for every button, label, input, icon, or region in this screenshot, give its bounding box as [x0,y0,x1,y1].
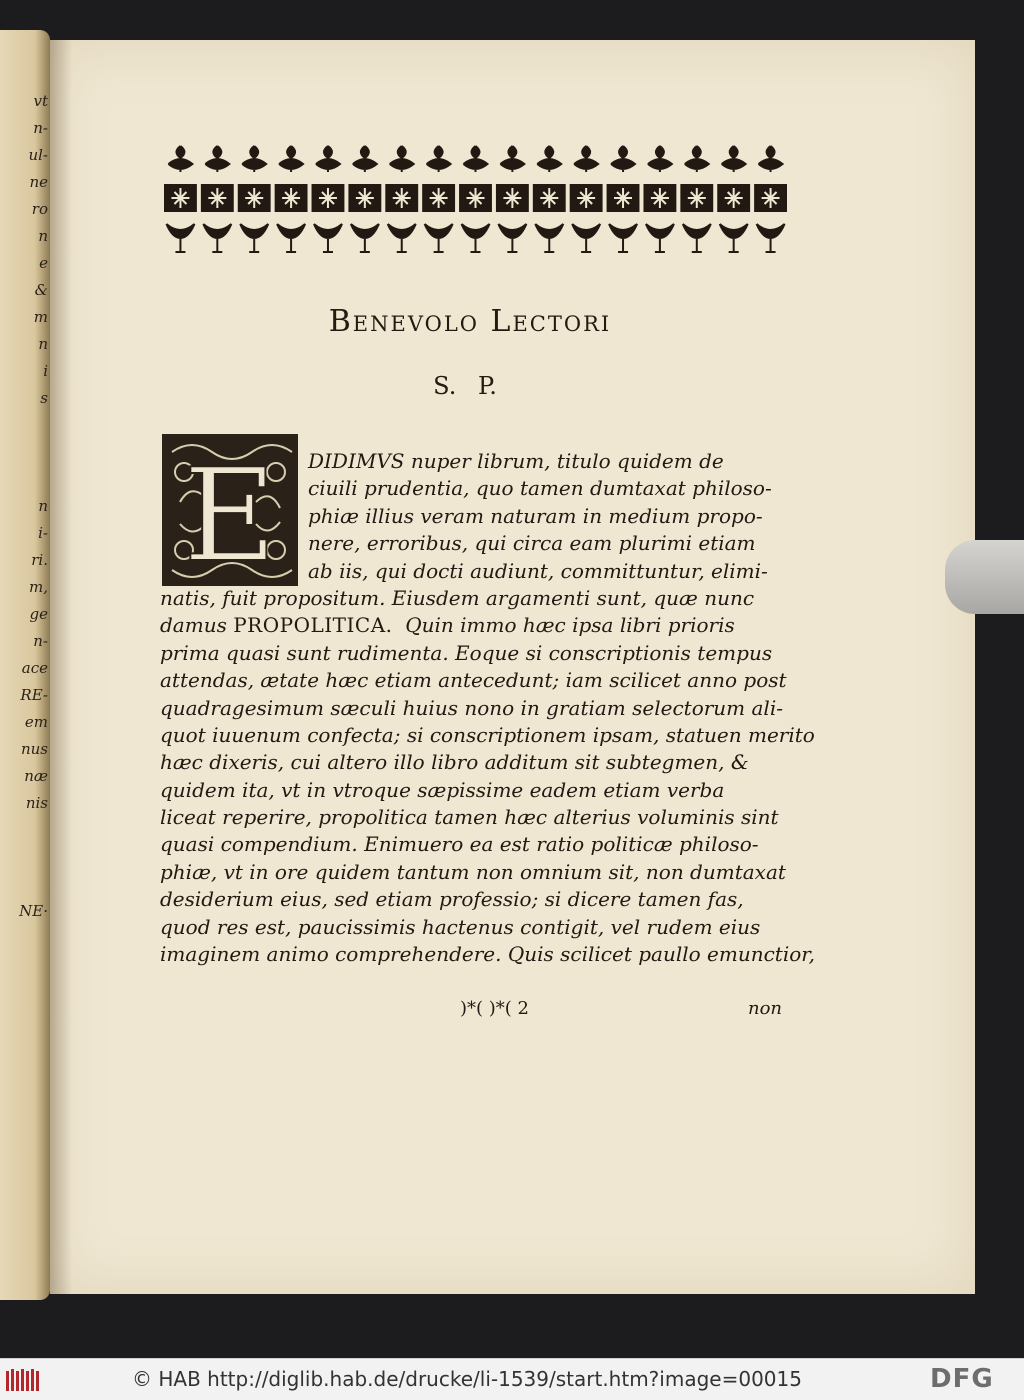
fleuron-icon [462,224,490,252]
fleuron-icon [680,184,713,212]
margin-fragment: m [33,308,48,326]
fleuron-icon [611,146,635,172]
fleuron-icon [646,224,674,252]
text-line [160,612,792,639]
fleuron-icon [240,224,268,252]
fleuron-icon [205,146,229,172]
margin-fragment: RE- [20,686,48,704]
fleuron-icon [201,184,234,212]
margin-fragment: s [40,389,48,407]
viewer-toolbar [0,1358,1024,1400]
fleuron-icon [164,184,197,212]
margin-fragment: n [38,227,48,245]
text-line: quidem ita, vt in vtroque sæpissime eadem etiam verba [160,777,725,802]
bookmark-tab[interactable] [945,540,1024,614]
margin-fragment: ro [31,200,48,218]
margin-fragment: i [43,362,48,380]
margin-fragment: em [24,713,48,731]
margin-fragment: n- [33,632,48,650]
initial-letter: E [183,442,277,588]
text-line: phiæ illius veram naturam in medium propo- [308,503,763,528]
text-line: nere, erroribus, qui circa eam plurimi etiam [308,531,756,556]
text-line: prima quasi sunt rudimenta. Eoque si conscriptionis tempus [160,640,773,665]
margin-fragment: nis [25,794,48,812]
fleuron-icon [570,184,603,212]
signature-mark: )*( )*( 2 [460,998,529,1019]
margin-fragment: næ [24,767,48,785]
margin-fragment: m, [29,578,48,596]
spine-shadow [50,40,72,1294]
margin-fragment: e [39,254,48,272]
fleuron-icon [166,224,194,252]
margin-fragment: ace [21,659,48,677]
body-text [160,448,815,968]
margin-fragment: n- [33,119,48,137]
catchword: non [748,998,783,1019]
dfg-logo: DFG [930,1364,994,1394]
margin-fragment: NE· [19,902,48,920]
fleuron-icon [535,224,563,252]
fleuron-icon [722,146,746,172]
text-line: ab iis, qui docti audiunt, committuntur, elimi- [308,558,768,583]
text-line: quasi compendium. Enimuero ea est ratio politicæ philoso- [160,832,759,857]
margin-fragment: vt [33,92,48,110]
fleuron-icon [316,146,340,172]
fleuron-icon [168,146,192,172]
fleuron-icon [648,146,672,172]
text-line: attendas, ætate hæc etiam antecedunt; iam scilicet anno post [160,668,787,693]
fleuron-icon [717,184,750,212]
fleuron-icon [496,184,529,212]
fleuron-icon [279,146,303,172]
margin-fragment: nus [20,740,48,758]
text-fragment: Quin immo hæc ipsa libri prioris [405,613,735,638]
fleuron-icon [533,184,566,212]
fleuron-icon [459,184,492,212]
margin-fragment: & [34,281,48,299]
text-line: imaginem animo comprehendere. Quis scilicet paullo emunctior, [160,942,815,967]
text-line: DIDIMVS nuper librum, titulo quidem de [308,449,724,473]
fleuron-icon [757,224,785,252]
text-line: natis, fuit propositum. Eiusdem argamenti sunt, quæ nunc [160,585,755,610]
fleuron-icon [427,146,451,172]
text-line: phiæ, vt in ore quidem tantum non omnium sit, non dumtaxat [160,859,786,884]
margin-fragment: n [38,335,48,353]
fleuron-icon [759,146,783,172]
fleuron-icon [574,146,598,172]
fleuron-icon [351,224,379,252]
fleuron-icon [607,184,640,212]
margin-fragment: ge [29,605,48,623]
fleuron-icon [609,224,637,252]
fleuron-icon [203,224,231,252]
margin-fragment: ne [29,173,48,191]
fleuron-icon [385,184,418,212]
margin-fragment: i- [38,524,48,542]
text-line: quadragesimum sæculi huius nono in gratiam selectorum ali- [160,695,783,720]
margin-fragment: n [38,497,48,515]
previous-page-edge [0,30,50,1300]
fleuron-icon [425,224,453,252]
fleuron-icon [312,184,345,212]
fleuron-icon [242,146,266,172]
margin-fragment: ri. [31,551,48,569]
text-line: hæc dixeris, cui altero illo libro additum sit subtegmen, & [160,750,749,775]
ornament-band [162,140,789,256]
fleuron-icon [390,146,414,172]
fleuron-icon [537,146,561,172]
fleuron-icon [720,224,748,252]
fleuron-icon [348,184,381,212]
fleuron-icon [314,224,342,252]
fleuron-icon [238,184,271,212]
text-line: desiderium eius, sed etiam professio; si dicere tamen fas, [160,887,744,912]
text-fragment: damus [160,613,227,638]
hab-logo-icon [6,1367,42,1393]
propolitica-caps: PROPOLITICA. [233,613,393,638]
fleuron-icon [275,184,308,212]
text-line: quod res est, paucissimis hactenus contigit, vel rudem eius [160,914,761,939]
copyright-link[interactable]: © HAB http://diglib.hab.de/drucke/li-1539/start.htm?image=00015 [132,1367,802,1391]
margin-fragment: ul- [28,146,48,164]
text-line: liceat reperire, propolitica tamen hæc alterius voluminis sint [160,805,779,830]
fleuron-icon [685,146,709,172]
fleuron-icon [388,224,416,252]
fleuron-icon [277,224,305,252]
fleuron-icon [422,184,455,212]
text-line: ciuili prudentia, quo tamen dumtaxat philoso- [308,476,772,501]
text-line: quot iuuenum confecta; si conscriptionem ipsam, statuen merito [160,722,815,747]
fleuron-icon [572,224,600,252]
page-subtitle: S. P. [433,372,497,400]
fleuron-icon [464,146,488,172]
fleuron-icon [683,224,711,252]
fleuron-icon [754,184,787,212]
fleuron-icon [643,184,676,212]
page-title: Benevolo Lectori [328,304,612,339]
fleuron-icon [353,146,377,172]
fleuron-icon [498,224,526,252]
fleuron-icon [500,146,524,172]
